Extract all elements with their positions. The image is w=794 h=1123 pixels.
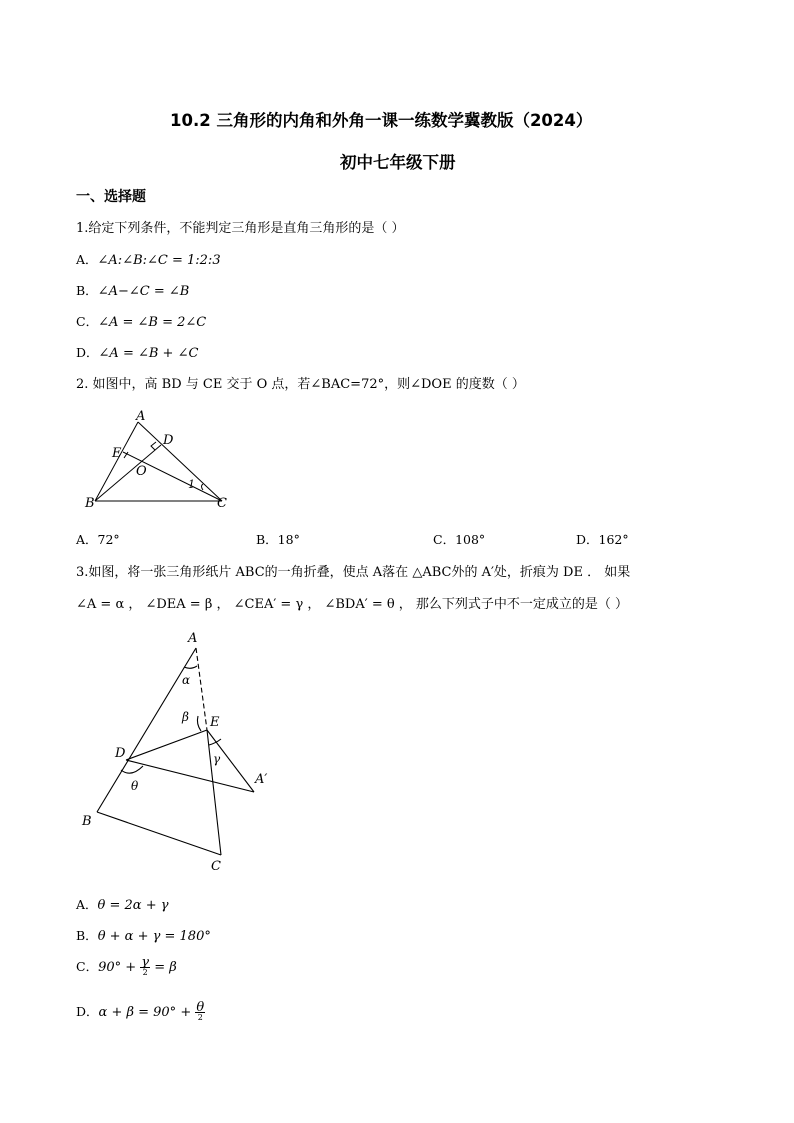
label-c: C (211, 859, 221, 874)
label-b: B (82, 814, 92, 829)
option-expression: θ = 2α + γ (97, 898, 169, 913)
fraction-denominator: 2 (197, 1013, 203, 1022)
fraction-numerator: θ (196, 1000, 205, 1015)
q3-option-a[interactable] (76, 895, 169, 913)
q1-option-b[interactable] (76, 281, 189, 299)
edge-ac (138, 422, 222, 501)
option-prefix: C． (76, 314, 99, 329)
title-line-1: 10.2 三角形的内角和外角一课一练数学冀教版（2024） (170, 111, 593, 130)
option-prefix: B． (76, 283, 98, 298)
option-prefix: C． (76, 959, 99, 974)
q1-option-c[interactable] (76, 312, 206, 330)
title-line-2: 初中七年级下册 (340, 153, 456, 172)
q2-option-a[interactable]: A．72° (76, 532, 120, 547)
option-prefix: A． (76, 252, 98, 267)
edge-ab (95, 422, 138, 501)
option-expression: θ + α + γ = 180° (97, 929, 211, 944)
q2-option-d[interactable]: D．162° (576, 532, 629, 547)
label-a: A (136, 409, 146, 424)
option-expression-lead: 90° + (98, 960, 141, 975)
label-d: D (163, 433, 174, 448)
fraction-denominator: 2 (142, 968, 148, 977)
fraction (195, 1000, 205, 1022)
section-heading: 一、选择题 (76, 189, 146, 205)
label-e: E (210, 715, 220, 730)
option-expression-tail: = β (150, 960, 177, 975)
beta-arc (197, 716, 201, 731)
label-c: C (217, 496, 227, 511)
option-expression-lead: α + β = 90° + (98, 1005, 196, 1020)
q2-stem: 2. 如图中，高 BD 与 CE 交于 O 点，若∠BAC=72°，则∠DOE 的度数（ ） (76, 377, 525, 392)
label-a: A (188, 631, 198, 646)
q3-folded-triangle-figure (78, 626, 278, 876)
q2-option-c[interactable]: C．108° (433, 532, 486, 547)
q2-triangle-figure (80, 404, 240, 516)
option-expression: ∠A−∠C = ∠B (97, 284, 190, 299)
fraction (140, 955, 150, 977)
fraction-numerator: γ (141, 955, 150, 970)
right-angle-mark-d (151, 442, 156, 450)
crease-de (126, 730, 207, 760)
option-expression: ∠A:∠B:∠C = 1:2:3 (97, 253, 221, 268)
q3-stem-line-1: 3.如图，将一张三角形纸片 ABC的一角折叠，使点 A落在 △ABC外的 A′处，折痕为 DE ． 如果 (76, 565, 631, 580)
label-o: O (136, 464, 147, 479)
label-alpha: α (182, 673, 191, 687)
label-a-prime: A′ (255, 772, 268, 787)
option-expression: ∠A = ∠B = 2∠C (98, 315, 207, 330)
q1-option-d[interactable] (76, 343, 198, 361)
q3-option-d[interactable] (76, 1002, 205, 1022)
label-beta: β (182, 710, 189, 724)
q1-stem: 1.给定下列条件，不能判定三角形是直角三角形的是（ ） (76, 221, 405, 236)
label-gamma: γ (213, 752, 221, 766)
option-prefix: B． (76, 928, 98, 943)
q2-option-b[interactable]: B．18° (256, 532, 300, 547)
q1-option-a[interactable] (76, 250, 221, 268)
option-prefix: D． (76, 345, 99, 360)
alpha-arc (184, 666, 197, 668)
option-prefix: D． (76, 1004, 99, 1019)
edge-bc (97, 812, 221, 855)
edge-ec (207, 730, 221, 855)
altitude-bd (95, 445, 161, 501)
q3-option-b[interactable] (76, 926, 211, 944)
option-expression: ∠A = ∠B + ∠C (98, 346, 199, 361)
label-theta: θ (131, 779, 139, 793)
label-b: B (85, 496, 95, 511)
q3-option-c[interactable] (76, 957, 177, 977)
edge-da-prime (126, 760, 254, 792)
q3-stem-line-2: ∠A = α ， ∠DEA = β ， ∠CEA′ = γ ， ∠BDA′ = θ ， 那么下列式子中不一定成立的是（ ） (76, 597, 629, 612)
option-prefix: A． (76, 897, 98, 912)
label-d: D (115, 746, 126, 761)
label-e: E (112, 446, 122, 461)
angle-1-arc (202, 484, 204, 490)
label-angle-1: 1 (188, 478, 195, 491)
